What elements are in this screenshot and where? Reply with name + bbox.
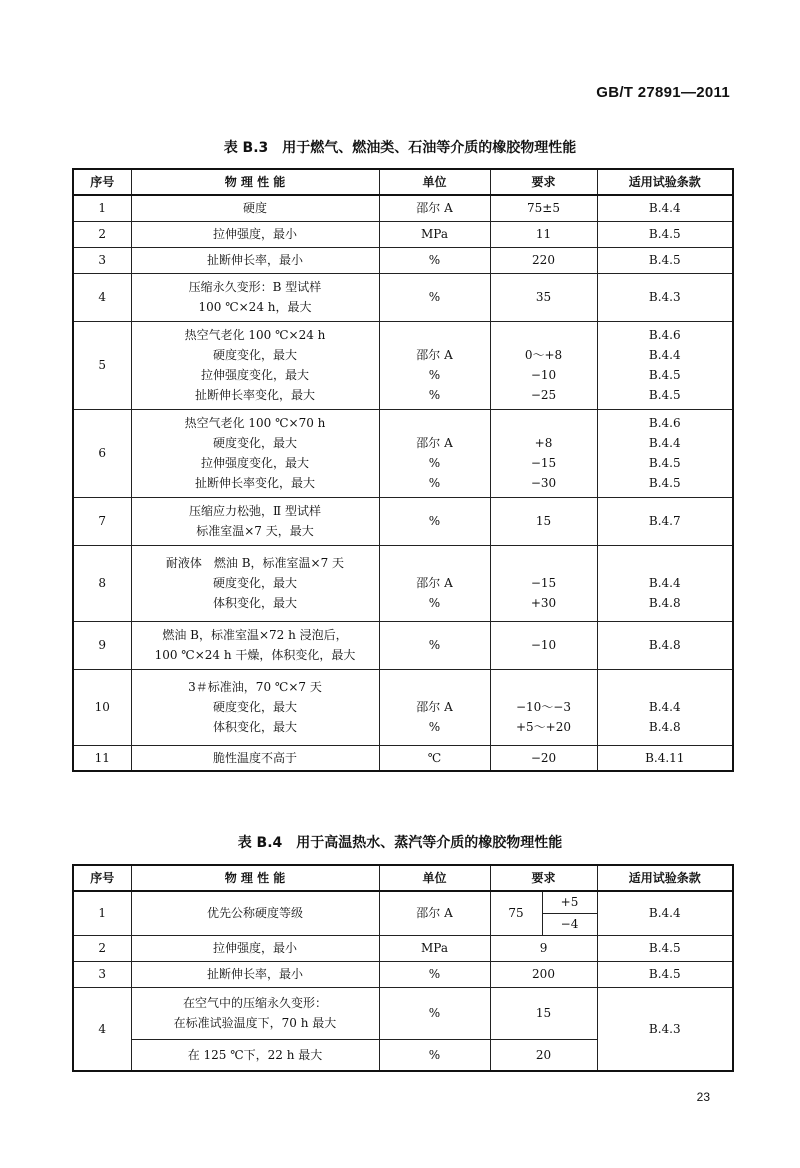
clause-cell bbox=[597, 545, 733, 621]
unit-cell bbox=[379, 221, 490, 247]
unit-cell bbox=[379, 545, 490, 621]
requirement-line: 220 bbox=[532, 253, 555, 267]
requirement-line: −15 bbox=[530, 576, 557, 590]
requirement-line bbox=[491, 677, 597, 697]
unit-line: 邵尔 A bbox=[416, 576, 453, 590]
property-line: 拉伸强度变化，最大 bbox=[200, 456, 309, 470]
clause-line: B.4.5 bbox=[648, 227, 681, 241]
col-header-requirement: 要求 bbox=[490, 865, 597, 891]
unit-cell bbox=[379, 409, 490, 497]
property-cell bbox=[131, 497, 379, 545]
unit-cell bbox=[379, 273, 490, 321]
property-line: 3＃标准油，70 ℃×7 天 bbox=[188, 680, 322, 694]
table-row bbox=[73, 961, 733, 987]
table-row bbox=[73, 247, 733, 273]
property-line: 扯断伸长率，最小 bbox=[206, 253, 303, 267]
row-number: 5 bbox=[73, 321, 131, 409]
row-number: 2 bbox=[73, 935, 131, 961]
unit-line: % bbox=[428, 596, 441, 610]
clause-line bbox=[598, 553, 733, 573]
property-line: 在空气中的压缩永久变形： bbox=[182, 996, 327, 1010]
row-number: 1 bbox=[73, 891, 131, 935]
requirement-line: −15 bbox=[530, 456, 557, 470]
unit-line: % bbox=[428, 368, 441, 382]
clause-line bbox=[598, 677, 733, 697]
property-line: 体积变化，最大 bbox=[212, 596, 297, 610]
clause-cell: B.4.5 bbox=[597, 961, 733, 987]
requirement-cell bbox=[490, 745, 597, 771]
clause-cell bbox=[597, 195, 733, 221]
property-cell bbox=[131, 669, 379, 745]
requirement-line bbox=[491, 413, 597, 433]
requirement-cell bbox=[490, 195, 597, 221]
clause-line: B.4.4 bbox=[648, 348, 681, 362]
property-line: 脆性温度不高于 bbox=[212, 750, 297, 765]
col-header-property: 物 理 性 能 bbox=[131, 865, 379, 891]
requirement-line: −20 bbox=[530, 750, 557, 765]
unit-line bbox=[380, 413, 490, 433]
table-row bbox=[73, 545, 733, 621]
unit-cell: 邵尔 A bbox=[379, 891, 490, 935]
col-header-no: 序号 bbox=[73, 169, 131, 195]
col-header-unit: 单位 bbox=[379, 865, 490, 891]
property-cell bbox=[131, 273, 379, 321]
requirement-line: +30 bbox=[530, 596, 557, 610]
requirement-base: 75 bbox=[490, 891, 542, 935]
clause-cell bbox=[597, 273, 733, 321]
clause-line: B.4.4 bbox=[648, 576, 681, 590]
property-line: 拉伸强度变化，最大 bbox=[200, 368, 309, 382]
unit-line: % bbox=[428, 290, 441, 304]
unit-cell bbox=[379, 247, 490, 273]
clause-line: B.4.6 bbox=[648, 328, 681, 342]
unit-cell bbox=[379, 195, 490, 221]
clause-line: B.4.8 bbox=[648, 638, 681, 652]
clause-line: B.4.5 bbox=[648, 388, 681, 402]
property-cell bbox=[131, 221, 379, 247]
table-b4-title: 表 B.4 用于高温热水、蒸汽等介质的橡胶物理性能 bbox=[237, 835, 563, 851]
clause-cell bbox=[597, 247, 733, 273]
property-line: 体积变化，最大 bbox=[212, 720, 297, 734]
table-b4-header-row bbox=[73, 865, 733, 891]
clause-line: B.4.8 bbox=[648, 596, 681, 610]
table-b3-header-row bbox=[73, 169, 733, 195]
property-cell bbox=[131, 621, 379, 669]
clause-cell: B.4.5 bbox=[597, 935, 733, 961]
property-line: 硬度变化，最大 bbox=[212, 436, 297, 450]
table-row bbox=[73, 409, 733, 497]
table-row bbox=[73, 221, 733, 247]
table-b3 bbox=[72, 168, 734, 772]
unit-line: MPa bbox=[421, 227, 448, 241]
row-number: 7 bbox=[73, 497, 131, 545]
property-cell bbox=[131, 545, 379, 621]
requirement-line: 75±5 bbox=[527, 201, 560, 216]
requirement-cell bbox=[490, 497, 597, 545]
property-line: 硬度变化，最大 bbox=[212, 348, 297, 362]
unit-line: ℃ bbox=[427, 750, 442, 765]
property-line: 100 ℃×24 h，最大 bbox=[198, 300, 312, 314]
row-number: 1 bbox=[73, 195, 131, 221]
requirement-line: 35 bbox=[535, 290, 552, 304]
row-number: 4 bbox=[73, 273, 131, 321]
clause-line: B.4.8 bbox=[648, 720, 681, 734]
unit-line: 邵尔 A bbox=[416, 436, 453, 450]
clause-cell bbox=[597, 409, 733, 497]
requirement-cell bbox=[490, 409, 597, 497]
unit-cell: MPa bbox=[379, 935, 490, 961]
clause-cell bbox=[597, 745, 733, 771]
clause-line: B.4.11 bbox=[645, 750, 685, 765]
requirement-cell: 20 bbox=[490, 1039, 597, 1071]
unit-cell bbox=[379, 745, 490, 771]
requirement-lower-tolerance: −4 bbox=[542, 913, 597, 935]
unit-line: % bbox=[428, 456, 441, 470]
clause-line: B.4.6 bbox=[648, 416, 681, 430]
unit-cell: % bbox=[379, 961, 490, 987]
property-line: 在标准试验温度下，70 h 最大 bbox=[173, 1016, 337, 1030]
unit-line: % bbox=[428, 476, 441, 490]
table-row bbox=[73, 195, 733, 221]
unit-line: 邵尔 A bbox=[416, 201, 453, 216]
col-header-unit: 单位 bbox=[379, 169, 490, 195]
table-row bbox=[73, 273, 733, 321]
property-line: 拉伸强度，最小 bbox=[212, 227, 297, 241]
unit-cell bbox=[379, 669, 490, 745]
table-b4 bbox=[72, 864, 734, 1072]
property-line: 标准室温×7 天，最大 bbox=[196, 524, 314, 538]
table-row bbox=[73, 669, 733, 745]
property-cell bbox=[131, 409, 379, 497]
property-line: 硬度 bbox=[242, 201, 267, 216]
table-row bbox=[73, 891, 733, 913]
requirement-cell bbox=[490, 221, 597, 247]
clause-line: B.4.4 bbox=[648, 201, 681, 216]
property-cell bbox=[131, 195, 379, 221]
unit-cell: % bbox=[379, 1039, 490, 1071]
property-line: 压缩应力松弛，Ⅱ 型试样 bbox=[189, 504, 321, 518]
clause-line: B.4.5 bbox=[648, 253, 681, 267]
row-number: 11 bbox=[73, 745, 131, 771]
clause-cell bbox=[597, 321, 733, 409]
table-b3-title: 表 B.3 用于燃气、燃油类、石油等介质的橡胶物理性能 bbox=[223, 140, 577, 156]
property-cell: 扯断伸长率，最小 bbox=[131, 961, 379, 987]
requirement-line: +5～+20 bbox=[515, 720, 571, 734]
table-row bbox=[73, 745, 733, 771]
clause-line: B.4.7 bbox=[648, 514, 681, 528]
unit-line bbox=[380, 553, 490, 573]
clause-cell bbox=[597, 221, 733, 247]
row-number: 4 bbox=[73, 987, 131, 1071]
unit-cell: % bbox=[379, 987, 490, 1039]
unit-line: 邵尔 A bbox=[416, 348, 453, 362]
unit-line: 邵尔 A bbox=[416, 700, 453, 714]
col-header-requirement: 要求 bbox=[490, 169, 597, 195]
property-line: 扯断伸长率变化，最大 bbox=[194, 476, 315, 490]
requirement-cell bbox=[490, 321, 597, 409]
requirement-line: +8 bbox=[534, 436, 553, 450]
requirement-upper-tolerance: +5 bbox=[542, 891, 597, 913]
table-row bbox=[73, 321, 733, 409]
requirement-line: 0～+8 bbox=[524, 348, 563, 362]
property-line: 热空气老化 100 ℃×24 h bbox=[184, 328, 326, 342]
property-cell bbox=[131, 745, 379, 771]
property-cell bbox=[131, 247, 379, 273]
property-line: 扯断伸长率变化，最大 bbox=[194, 388, 315, 402]
property-cell: 在 125 ℃下，22 h 最大 bbox=[131, 1039, 379, 1071]
row-number: 2 bbox=[73, 221, 131, 247]
requirement-line: −10 bbox=[530, 368, 557, 382]
unit-cell bbox=[379, 497, 490, 545]
requirement-cell bbox=[490, 545, 597, 621]
clause-line: B.4.5 bbox=[648, 476, 681, 490]
row-number: 9 bbox=[73, 621, 131, 669]
table-row bbox=[73, 497, 733, 545]
unit-line: % bbox=[428, 514, 441, 528]
col-header-property: 物 理 性 能 bbox=[131, 169, 379, 195]
property-line: 100 ℃×24 h 干燥，体积变化，最大 bbox=[154, 648, 356, 662]
property-cell: 优先公称硬度等级 bbox=[131, 891, 379, 935]
unit-cell bbox=[379, 621, 490, 669]
property-line: 耐液体 燃油 B，标准室温×7 天 bbox=[165, 556, 345, 570]
requirement-cell: 15 bbox=[490, 987, 597, 1039]
property-line: 燃油 B，标准室温×72 h 浸泡后， bbox=[162, 628, 348, 642]
property-cell bbox=[131, 987, 379, 1039]
page-number: 23 bbox=[696, 1090, 710, 1104]
requirement-cell: 200 bbox=[490, 961, 597, 987]
col-header-clause: 适用试验条款 bbox=[597, 169, 733, 195]
row-number: 10 bbox=[73, 669, 131, 745]
unit-line bbox=[380, 677, 490, 697]
requirement-cell: 9 bbox=[490, 935, 597, 961]
requirement-line: 15 bbox=[535, 514, 552, 528]
clause-cell bbox=[597, 669, 733, 745]
table-row bbox=[73, 935, 733, 961]
requirement-cell bbox=[490, 621, 597, 669]
clause-line: B.4.3 bbox=[648, 290, 681, 304]
requirement-line bbox=[491, 325, 597, 345]
clause-line: B.4.5 bbox=[648, 456, 681, 470]
requirement-cell bbox=[490, 247, 597, 273]
clause-cell bbox=[597, 497, 733, 545]
unit-line bbox=[380, 325, 490, 345]
property-line: 压缩永久变形：B 型试样 bbox=[188, 280, 322, 294]
property-line: 热空气老化 100 ℃×70 h bbox=[184, 416, 326, 430]
clause-cell: B.4.3 bbox=[597, 987, 733, 1071]
requirement-cell bbox=[490, 273, 597, 321]
unit-line: % bbox=[428, 388, 441, 402]
unit-line: % bbox=[428, 638, 441, 652]
table-row bbox=[73, 621, 733, 669]
col-header-clause: 适用试验条款 bbox=[597, 865, 733, 891]
row-number: 3 bbox=[73, 961, 131, 987]
requirement-line bbox=[491, 553, 597, 573]
col-header-no: 序号 bbox=[73, 865, 131, 891]
clause-cell: B.4.4 bbox=[597, 891, 733, 935]
table-row bbox=[73, 987, 733, 1039]
property-cell: 拉伸强度，最小 bbox=[131, 935, 379, 961]
requirement-line: −25 bbox=[530, 388, 557, 402]
table-b3-body bbox=[73, 195, 733, 771]
clause-cell bbox=[597, 621, 733, 669]
requirement-line: −10～−3 bbox=[515, 700, 571, 714]
row-number: 6 bbox=[73, 409, 131, 497]
standard-code: GB/T 27891—2011 bbox=[596, 84, 730, 101]
unit-line: % bbox=[428, 253, 441, 267]
clause-line: B.4.4 bbox=[648, 700, 681, 714]
requirement-cell bbox=[490, 669, 597, 745]
unit-line: % bbox=[428, 720, 441, 734]
row-number: 3 bbox=[73, 247, 131, 273]
requirement-line: −30 bbox=[530, 476, 557, 490]
unit-cell bbox=[379, 321, 490, 409]
clause-line: B.4.4 bbox=[648, 436, 681, 450]
property-cell bbox=[131, 321, 379, 409]
requirement-line: 11 bbox=[535, 227, 552, 241]
requirement-line: −10 bbox=[530, 638, 557, 652]
property-line: 硬度变化，最大 bbox=[212, 700, 297, 714]
row-number: 8 bbox=[73, 545, 131, 621]
property-line: 硬度变化，最大 bbox=[212, 576, 297, 590]
clause-line: B.4.5 bbox=[648, 368, 681, 382]
